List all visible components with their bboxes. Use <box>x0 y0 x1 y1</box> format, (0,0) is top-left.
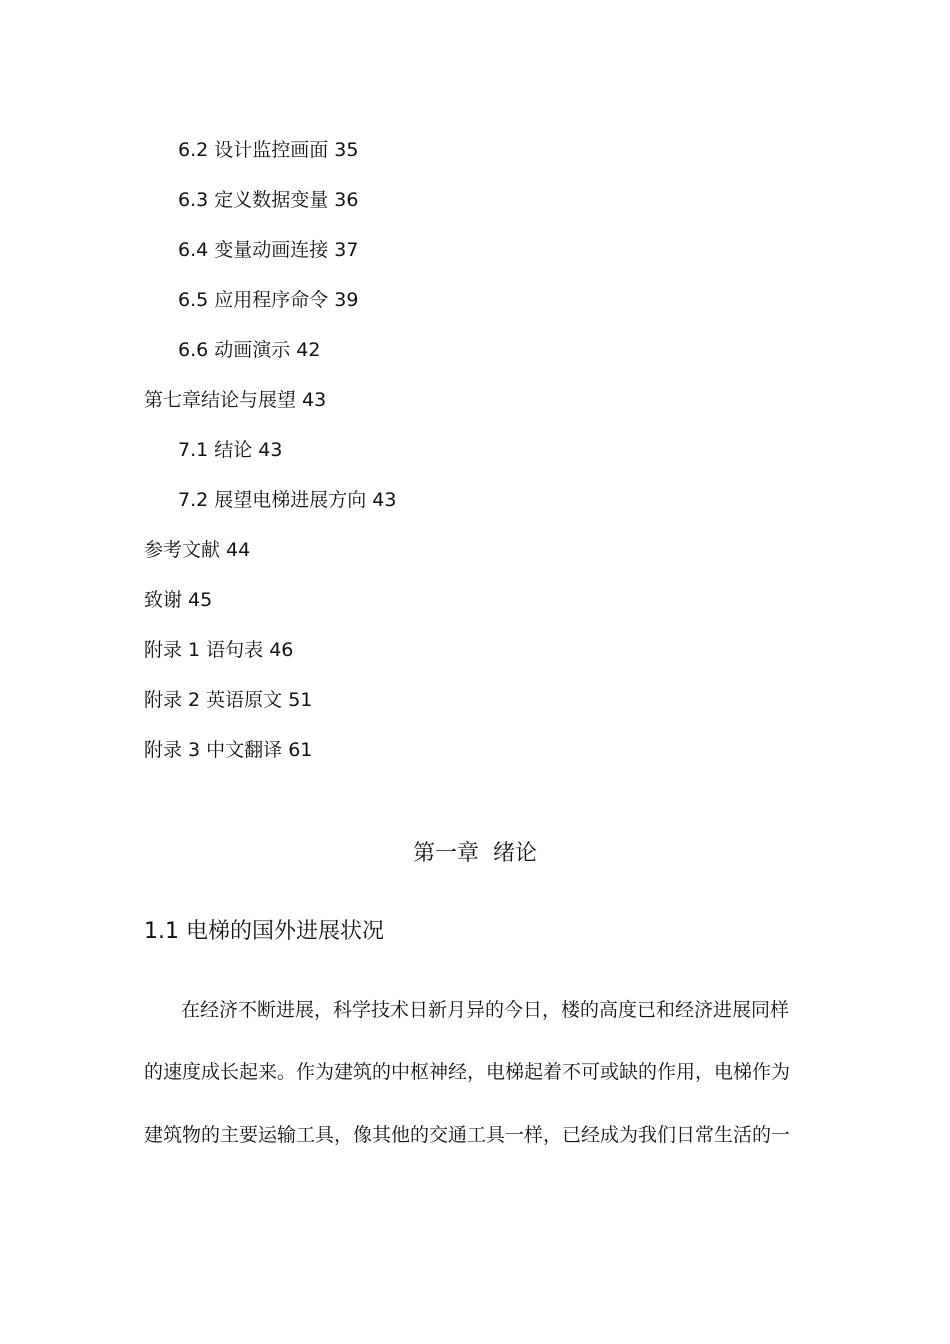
chapter-title: 第一章 绪论 <box>413 841 537 866</box>
toc-entry-appendix-1: 附录 1 语句表 46 <box>144 639 294 661</box>
toc-entry-6-5: 6.5 应用程序命令 39 <box>178 289 359 311</box>
toc-entry-7-2: 7.2 展望电梯进展方向 43 <box>178 489 397 511</box>
toc-entry-7-1: 7.1 结论 43 <box>178 439 283 461</box>
toc-entry-6-3: 6.3 定义数据变量 36 <box>178 189 359 211</box>
paragraph-line-1: 在经济不断进展，科学技术日新月异的今日，楼的高度已和经济进展同样 <box>181 999 790 1021</box>
toc-entry-chapter-7: 第七章结论与展望 43 <box>144 389 327 411</box>
toc-entry-acknowledgements: 致谢 45 <box>144 589 213 611</box>
toc-entry-6-4: 6.4 变量动画连接 37 <box>178 239 359 261</box>
toc-entry-appendix-3: 附录 3 中文翻译 61 <box>144 739 313 761</box>
toc-entry-references: 参考文献 44 <box>144 539 251 561</box>
paragraph-line-2: 的速度成长起来。作为建筑的中枢神经，电梯起着不可或缺的作用，电梯作为 <box>144 1061 791 1083</box>
toc-entry-6-6: 6.6 动画演示 42 <box>178 339 321 361</box>
toc-entry-6-2: 6.2 设计监控画面 35 <box>178 139 359 161</box>
toc-entry-appendix-2: 附录 2 英语原文 51 <box>144 689 313 711</box>
section-title: 1.1 电梯的国外进展状况 <box>144 919 384 944</box>
paragraph-line-3: 建筑物的主要运输工具，像其他的交通工具一样，已经成为我们日常生活的一 <box>144 1124 791 1146</box>
